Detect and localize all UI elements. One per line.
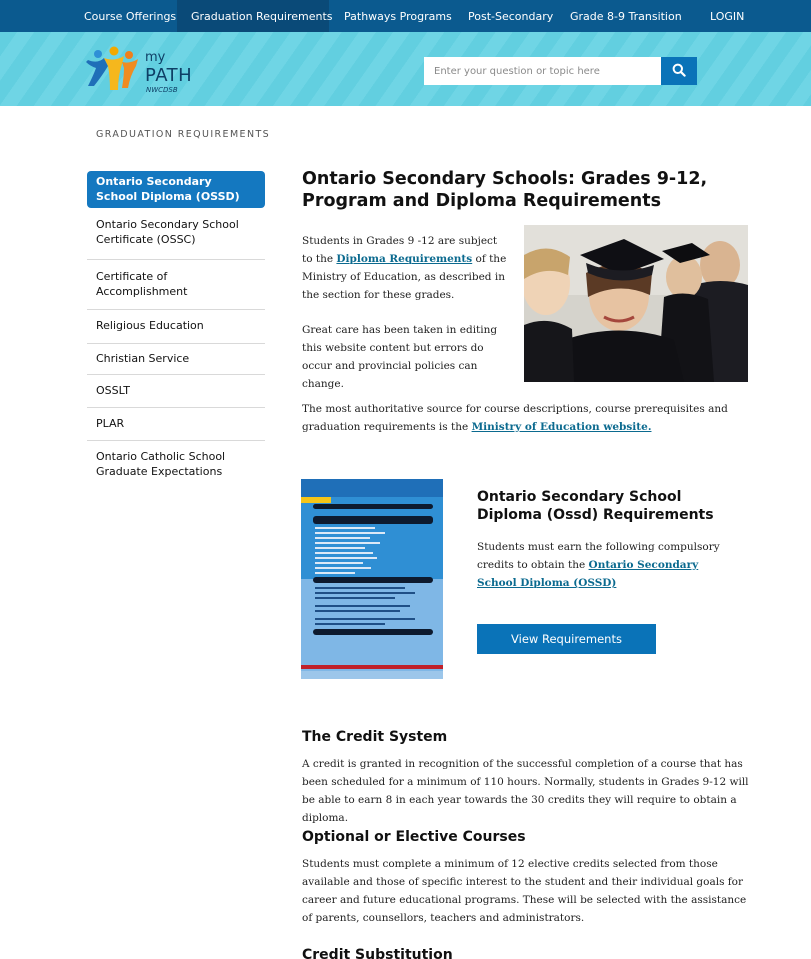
view-requirements-button[interactable]: View Requirements [477, 624, 656, 654]
ossd-link[interactable]: Ontario Secondary School Diploma (OSSD) [477, 559, 699, 589]
elective-courses-paragraph: Students must complete a minimum of 12 elective credits selected from those available and those of specific interest to the student and their individual goals for career and future educational programs. These will be selected with the assistance of parents, counsellors, teachers and administrators. [302, 858, 747, 924]
logo-text-my: my [145, 50, 166, 65]
top-nav [0, 0, 811, 32]
ossd-infographic-thumbnail[interactable] [301, 479, 443, 679]
intro-paragraph [302, 232, 508, 304]
ministry-of-education-link[interactable]: Ministry of Education website. [471, 421, 652, 433]
credit-substitution-heading: Credit Substitution [302, 947, 453, 959]
care-paragraph: Great care has been taken in editing this website content but errors do occur and provincial policies can change. [302, 324, 498, 390]
nav-pathways-programs[interactable]: Pathways Programs [344, 10, 452, 23]
diploma-requirements-link[interactable]: Diploma Requirements [336, 253, 473, 265]
search-button[interactable] [661, 57, 697, 85]
elective-courses-heading: Optional or Elective Courses [302, 829, 526, 845]
sidebar-item-graduate-expectations[interactable]: Ontario Catholic School Graduate Expectations [96, 450, 226, 478]
nav-graduation-requirements[interactable]: Graduation Requirements [177, 0, 329, 32]
ossd-paragraph [477, 538, 727, 592]
sidebar-nav [87, 171, 265, 487]
mypath-logo[interactable] [84, 46, 204, 96]
ossd-requirements-heading: Ontario Secondary School Diploma (Ossd) Requirements [477, 489, 714, 523]
logo-text-sub: NWCDSB [146, 86, 178, 94]
site-header [0, 32, 811, 106]
nav-post-secondary[interactable]: Post-Secondary [468, 10, 554, 23]
logo-text-path: PATH [145, 65, 193, 86]
source-text: The most authoritative source for course descriptions, course prerequisites and graduation requirements is the [302, 403, 728, 433]
page-title: Ontario Secondary Schools: Grades 9-12, Program and Diploma Requirements [302, 169, 708, 211]
sidebar-item-ossd[interactable]: Ontario Secondary School Diploma (OSSD) [87, 171, 265, 208]
mypath-logo-icon [84, 46, 140, 96]
search-input[interactable] [424, 57, 661, 85]
graduates-photo [524, 225, 748, 382]
credit-system-heading: The Credit System [302, 729, 448, 745]
intro-text-a: Students in Grades 9 -12 are subject to the [302, 235, 498, 265]
sidebar-item-christian-service[interactable]: Christian Service [87, 344, 265, 376]
search-icon [672, 63, 686, 77]
source-paragraph [302, 400, 752, 436]
sidebar-item-religious-education[interactable]: Religious Education [87, 310, 265, 344]
sidebar-item-ossc[interactable]: Ontario Secondary School Certificate (OSSC) [87, 208, 265, 260]
credit-system-paragraph: A credit is granted in recognition of the successful completion of a course that has been scheduled for a minimum of 110 hours. Normally, students in Grades 9-12 will be able to earn 8 in each year towards the 30 credits they will require to obtain a diploma. [302, 758, 749, 824]
sidebar-item-certificate-of-accomplishment[interactable]: Certificate of Accomplishment [87, 260, 265, 310]
intro-text-b: of the Ministry of Education, as described in the section for these grades. [302, 253, 507, 301]
ossd-text: Students must earn the following compulsory credits to obtain the [477, 541, 720, 571]
nav-grade-8-9-transition[interactable]: Grade 8-9 Transition [570, 10, 682, 23]
nav-course-offerings[interactable]: Course Offerings [84, 10, 177, 23]
sidebar-item-plar[interactable]: PLAR [87, 408, 265, 442]
breadcrumb: GRADUATION REQUIREMENTS [96, 129, 271, 140]
sidebar-item-osslt[interactable]: OSSLT [87, 375, 265, 408]
nav-login[interactable]: LOGIN [710, 10, 745, 23]
